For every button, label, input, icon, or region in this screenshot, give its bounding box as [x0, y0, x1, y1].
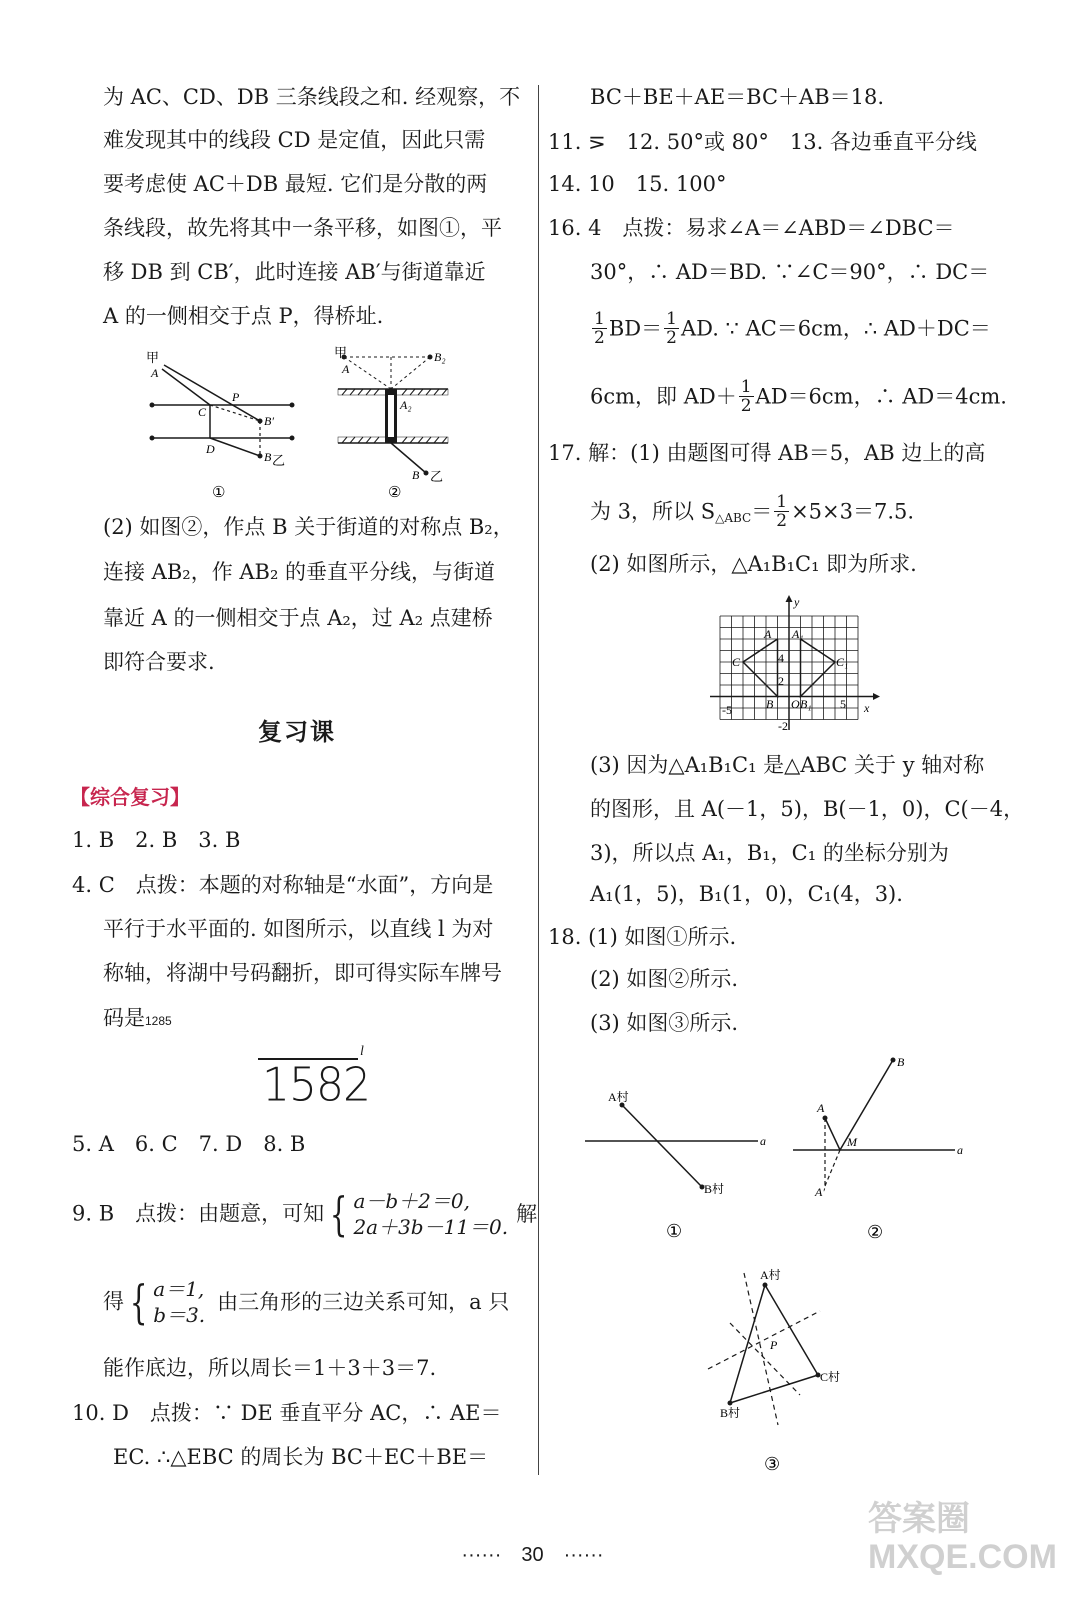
right-line8-a: 为 3，所以 S — [590, 499, 716, 524]
svg-text:a: a — [957, 1143, 963, 1157]
svg-text:B: B — [897, 1055, 905, 1069]
svg-text:4: 4 — [778, 651, 784, 665]
right-line11: 的图形，且 A(－1，5)，B(－1，0)，C(－4， — [590, 797, 1025, 821]
page-number: ······ 30 ······ — [461, 1544, 604, 1566]
right-line8 — [590, 488, 914, 540]
svg-text:B: B — [766, 697, 774, 711]
q9-got: 得 — [103, 1289, 124, 1314]
q9-line1 — [72, 1182, 537, 1244]
right-line6-a: 6cm，即 AD＋ — [590, 384, 737, 409]
right-line15: (2) 如图②所示. — [590, 967, 739, 991]
left-para2-line2: 连接 AB₂，作 AB₂ 的垂直平分线，与街道 — [103, 560, 496, 584]
figure-18-1 — [580, 1085, 780, 1250]
svg-text:x: x — [864, 701, 870, 715]
svg-text:P: P — [232, 390, 240, 404]
fig18-3-caption: ③ — [764, 1454, 781, 1474]
svg-text:A: A — [764, 627, 772, 641]
right-line5-a: BD＝ — [608, 316, 663, 341]
svg-text:B村: B村 — [704, 1182, 725, 1196]
svg-text:P: P — [770, 1338, 778, 1352]
svg-text:A: A — [342, 362, 350, 376]
q10-line1: 10. D 点拨：∵ DE 垂直平分 AC，∴ AE＝ — [72, 1401, 502, 1425]
q9-solution — [153, 1276, 205, 1328]
fig1-caption: ① — [212, 485, 226, 500]
left-para1-line2: 难发现其中的线段 CD 是定值，因此只需 — [103, 128, 486, 152]
q9-sol2: b＝3. — [153, 1302, 206, 1327]
svg-text:C: C — [732, 655, 741, 669]
left-para2-line4: 即符合要求. — [103, 650, 215, 674]
svg-text:B村: B村 — [720, 1406, 741, 1420]
coordinate-grid-figure — [708, 592, 883, 737]
plate-small: 1285 — [145, 1014, 172, 1028]
plate-number: 1582 — [262, 1058, 370, 1113]
svg-text:A′: A′ — [815, 1185, 825, 1199]
right-line6-b: AD＝6cm，∴ AD＝4cm. — [755, 384, 1007, 409]
right-line5 — [590, 305, 991, 351]
right-line8-sub: △ABC — [715, 511, 752, 526]
svg-text:a: a — [760, 1134, 766, 1148]
section-tag: 【综合复习】 — [70, 785, 190, 809]
q4-line4 — [103, 1003, 172, 1036]
q4-line1: 4. C 点拨：本题的对称轴是“水面”，方向是 — [72, 873, 494, 897]
right-line6 — [590, 373, 1007, 419]
svg-text:A村: A村 — [760, 1268, 781, 1282]
fig1-label-jia: 甲 — [146, 350, 160, 365]
right-line1: 11. ⋝ 12. 50°或 80° 13. 各边垂直平分线 — [548, 130, 977, 154]
right-line9: (2) 如图所示，△A₁B₁C₁ 即为所求. — [590, 552, 917, 576]
q9-eq1: a－b＋2＝0, — [353, 1188, 470, 1213]
q9-brace2: { — [129, 1274, 148, 1329]
frac-half-2: $\frac{1}{2}$ — [666, 309, 677, 348]
fig18-1-caption: ① — [666, 1221, 683, 1241]
svg-text:B: B — [264, 450, 272, 464]
left-para2-line3: 靠近 A 的一侧相交于点 A₂，过 A₂ 点建桥 — [103, 606, 493, 630]
svg-text:D: D — [206, 442, 215, 456]
q4-line4-text: 码是 — [103, 1006, 145, 1030]
svg-text:M: M — [847, 1135, 857, 1149]
q9-brace: { — [330, 1186, 348, 1241]
fig18-2-caption: ② — [867, 1222, 884, 1242]
svg-text:C村: C村 — [820, 1370, 841, 1384]
right-line4: 30°，∴ AD＝BD. ∵∠C＝90°，∴ DC＝ — [590, 260, 990, 284]
svg-text:B₂: B₂ — [434, 350, 446, 364]
svg-text:A村: A村 — [608, 1090, 629, 1104]
right-line13: A₁(1，5)，B₁(1，0)，C₁(4，3). — [590, 882, 903, 906]
svg-text:B₁: B₁ — [800, 697, 812, 711]
fig2-caption: ② — [388, 485, 402, 500]
svg-text:C: C — [198, 405, 207, 419]
svg-text:B: B — [412, 468, 420, 482]
left-para1-line3: 要考虑使 AC＋DB 最短. 它们是分散的两 — [103, 172, 488, 196]
right-line14: 18. (1) 如图①所示. — [548, 925, 737, 949]
left-para1-line6: A 的一侧相交于点 P，得桥址. — [103, 304, 384, 328]
svg-text:-2: -2 — [778, 719, 788, 733]
left-para2-line1: (2) 如图②，作点 B 关于街道的对称点 B₂， — [103, 515, 514, 539]
section-title: 复习课 — [258, 717, 336, 746]
frac-half-3: $\frac{1}{2}$ — [740, 377, 752, 416]
svg-text:2: 2 — [778, 674, 784, 688]
q9-line2 — [103, 1270, 509, 1332]
figure-18-3 — [700, 1265, 860, 1480]
q9-after: 由三角形的三边关系可知，a 只 — [217, 1289, 510, 1314]
svg-text:乙: 乙 — [272, 453, 286, 468]
right-line2: 14. 10 15. 100° — [548, 172, 727, 196]
right-line8-c: ×5×3＝7.5. — [791, 499, 915, 524]
figure-18-2 — [785, 1050, 975, 1250]
left-para1-line1: 为 AC、CD、DB 三条线段之和. 经观察，不 — [103, 85, 521, 109]
left-para1-line4: 条线段，故先将其中一条平移，如图①，平 — [103, 216, 502, 240]
svg-text:A₁: A₁ — [792, 627, 804, 641]
svg-text:A₂: A₂ — [400, 398, 412, 412]
right-line5-b: AD. ∵ AC＝6cm，∴ AD＋DC＝ — [680, 316, 991, 341]
q4-line2: 平行于水平面的. 如图所示，以直线 l 为对 — [103, 917, 494, 941]
svg-text:A: A — [817, 1101, 825, 1115]
svg-text:B′: B′ — [264, 414, 274, 428]
q9-system — [353, 1188, 508, 1240]
right-line0: BC＋BE＋AE＝BC＋AB＝18. — [590, 85, 885, 109]
svg-text:C₁: C₁ — [836, 655, 849, 669]
right-line10: (3) 因为△A₁B₁C₁ 是△ABC 关于 y 轴对称 — [590, 753, 985, 777]
q10-line2: EC. ∴△EBC 的周长为 BC＋EC＋BE＝ — [113, 1445, 489, 1469]
right-line3: 16. 4 点拨：易求∠A＝∠ABD＝∠DBC＝ — [548, 216, 955, 240]
right-line12: 3)，所以点 A₁，B₁，C₁ 的坐标分别为 — [590, 841, 949, 865]
plate-figure — [258, 1044, 370, 1113]
figure-bridge-2 — [330, 345, 460, 500]
svg-text:-5: -5 — [722, 703, 732, 717]
figure-bridge-1 — [140, 345, 300, 500]
frac-half-1: $\frac{1}{2}$ — [594, 309, 605, 348]
right-line8-b: ＝ — [751, 499, 773, 524]
axis-label-l: l — [360, 1044, 364, 1059]
left-para1-line5: 移 DB 到 CB′，此时连接 AB′与街道靠近 — [103, 260, 486, 284]
svg-text:乙: 乙 — [430, 469, 444, 484]
right-line7: 17. 解：(1) 由题图可得 AB＝5，AB 边上的高 — [548, 441, 986, 465]
q4-line3: 称轴，将湖中号码翻折，即可得实际车牌号 — [103, 961, 502, 985]
answers-5-8: 5. A 6. C 7. D 8. B — [72, 1132, 306, 1156]
frac-half-4: $\frac{1}{2}$ — [776, 492, 788, 531]
svg-text:O: O — [791, 697, 800, 711]
column-divider — [538, 85, 539, 1475]
q9-line3: 能作底边，所以周长＝1＋3＋3＝7. — [103, 1356, 437, 1380]
q9-sol1: a＝1, — [153, 1276, 205, 1301]
right-line16: (3) 如图③所示. — [590, 1011, 739, 1035]
svg-text:5: 5 — [840, 697, 846, 711]
svg-text:甲: 甲 — [334, 345, 348, 360]
q9-tail: 解 — [516, 1201, 538, 1226]
svg-text:y: y — [794, 595, 800, 609]
q9-head: 9. B 点拨：由题意，可知 — [72, 1201, 325, 1226]
svg-text:A: A — [151, 366, 159, 380]
q9-eq2: 2a＋3b－11＝0. — [353, 1214, 509, 1239]
watermark: 答案圈 MXQE.COM — [868, 1500, 1057, 1576]
answers-1-3: 1. B 2. B 3. B — [72, 828, 241, 852]
